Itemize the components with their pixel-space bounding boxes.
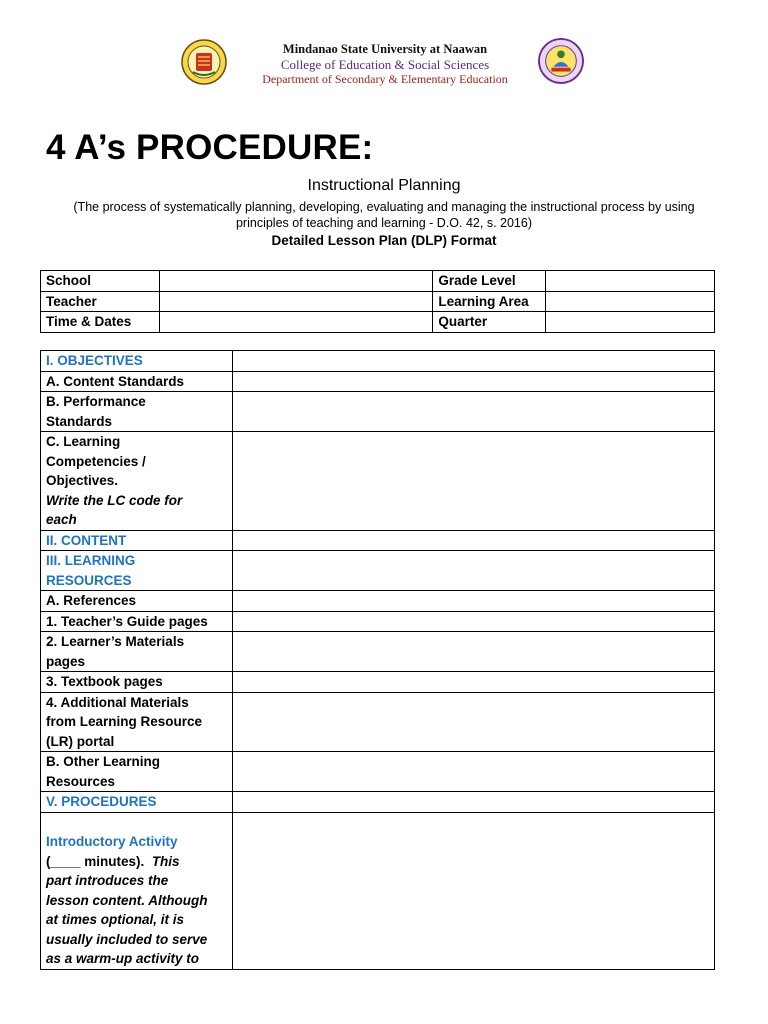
- table-row: [41, 752, 715, 792]
- dlp-table: [40, 350, 715, 970]
- teachers-guide-label: 1. Teacher’s Guide pages: [41, 611, 233, 632]
- label-line: B. Performance: [46, 394, 146, 409]
- learners-materials-label: [41, 632, 233, 672]
- content-standards-label: A. Content Standards: [41, 371, 233, 392]
- college-seal-icon: [538, 38, 584, 84]
- table-row: [41, 291, 715, 312]
- spacer: [46, 813, 227, 833]
- description: (The process of systematically planning, developing, evaluating and managing the instructional process by using principles of teaching and learning - D.O. 42, s. 2016): [73, 200, 695, 230]
- other-resources-label: [41, 752, 233, 792]
- content-heading: II. CONTENT: [41, 530, 233, 551]
- label-line: 2. Learner’s Materials: [46, 634, 185, 649]
- learners-materials-field[interactable]: [232, 632, 714, 672]
- label-line: Resources: [46, 773, 116, 789]
- table-row: [41, 632, 715, 672]
- learning-area-label: Learning Area: [433, 291, 546, 312]
- school-label: School: [41, 271, 160, 292]
- content-field[interactable]: [232, 530, 714, 551]
- table-row: [41, 351, 715, 372]
- textbook-label: 3. Textbook pages: [41, 672, 233, 693]
- label-line: from Learning Resource: [46, 714, 203, 729]
- grade-level-field[interactable]: [546, 271, 715, 292]
- university-name: Mindanao State University at Naawan: [282, 42, 488, 56]
- table-row: [41, 312, 715, 333]
- label-line: B. Other Learning: [46, 754, 161, 769]
- learning-competencies-field[interactable]: [232, 432, 714, 531]
- performance-standards-field[interactable]: [232, 392, 714, 432]
- intro-desc: This: [151, 853, 180, 869]
- learning-area-field[interactable]: [546, 291, 715, 312]
- references-label: A. References: [41, 591, 233, 612]
- table-row: [41, 591, 715, 612]
- objectives-field[interactable]: [232, 351, 714, 372]
- other-resources-field[interactable]: [232, 752, 714, 792]
- learning-resources-field[interactable]: [232, 551, 714, 591]
- teacher-field[interactable]: [159, 291, 432, 312]
- label-line: 4. Additional Materials: [46, 694, 189, 710]
- table-row: [41, 672, 715, 693]
- page-title: 4 A’s PROCEDURE:: [46, 128, 374, 167]
- label-line: each: [46, 512, 77, 527]
- msu-seal-icon: [181, 39, 227, 85]
- textbook-field[interactable]: [232, 672, 714, 693]
- introductory-activity-field[interactable]: [232, 812, 714, 969]
- performance-standards-label: [41, 392, 233, 432]
- department-name: Department of Secondary & Elementary Education: [262, 72, 508, 86]
- college-name: College of Education & Social Sciences: [280, 57, 490, 72]
- additional-materials-field[interactable]: [232, 692, 714, 752]
- introductory-activity-label: [41, 812, 233, 969]
- label-line: part introduces the: [46, 873, 169, 888]
- school-field[interactable]: [159, 271, 432, 292]
- label-line: pages: [46, 653, 86, 669]
- grade-level-label: Grade Level: [433, 271, 546, 292]
- table-row: [41, 792, 715, 813]
- table-row: [41, 551, 715, 591]
- additional-materials-label: [41, 692, 233, 752]
- content-standards-field[interactable]: [232, 371, 714, 392]
- table-row: [41, 271, 715, 292]
- table-row: [41, 611, 715, 632]
- table-row: [41, 392, 715, 432]
- learning-competencies-label: [41, 432, 233, 531]
- subtitle: Instructional Planning: [307, 177, 461, 194]
- label-line: at times optional, it is: [46, 912, 185, 927]
- label-line: RESOURCES: [46, 572, 132, 588]
- table-row: [41, 812, 715, 969]
- procedures-field[interactable]: [232, 792, 714, 813]
- label-line: usually included to serve: [46, 931, 208, 947]
- label-line: Standards: [46, 413, 113, 429]
- label-line: lesson content. Although: [46, 892, 208, 908]
- table-row: [41, 530, 715, 551]
- procedures-heading: V. PROCEDURES: [41, 792, 233, 813]
- intro-title: Introductory Activity: [46, 834, 178, 849]
- teachers-guide-field[interactable]: [232, 611, 714, 632]
- letterhead-text: [230, 42, 540, 87]
- references-field[interactable]: [232, 591, 714, 612]
- format-title: Detailed Lesson Plan (DLP) Format: [271, 233, 497, 248]
- label-line: Competencies /: [46, 453, 146, 469]
- learning-resources-heading: [41, 551, 233, 591]
- info-table: [40, 270, 715, 333]
- table-row: [41, 432, 715, 531]
- label-line: III. LEARNING: [46, 553, 136, 568]
- label-line: as a warm-up activity to: [46, 951, 200, 966]
- time-dates-field[interactable]: [159, 312, 432, 333]
- teacher-label: Teacher: [41, 291, 160, 312]
- letterhead: [0, 0, 768, 100]
- label-line: C. Learning: [46, 434, 121, 449]
- label-line: [46, 852, 227, 872]
- quarter-label: Quarter: [433, 312, 546, 333]
- label-line: (LR) portal: [46, 733, 115, 749]
- time-dates-label: Time & Dates: [41, 312, 160, 333]
- intro-minutes: (____ minutes).: [46, 853, 145, 869]
- label-line: Objectives.: [46, 473, 119, 488]
- table-row: [41, 371, 715, 392]
- table-row: [41, 692, 715, 752]
- objectives-heading: I. OBJECTIVES: [41, 351, 233, 372]
- label-line: Write the LC code for: [46, 492, 183, 508]
- quarter-field[interactable]: [546, 312, 715, 333]
